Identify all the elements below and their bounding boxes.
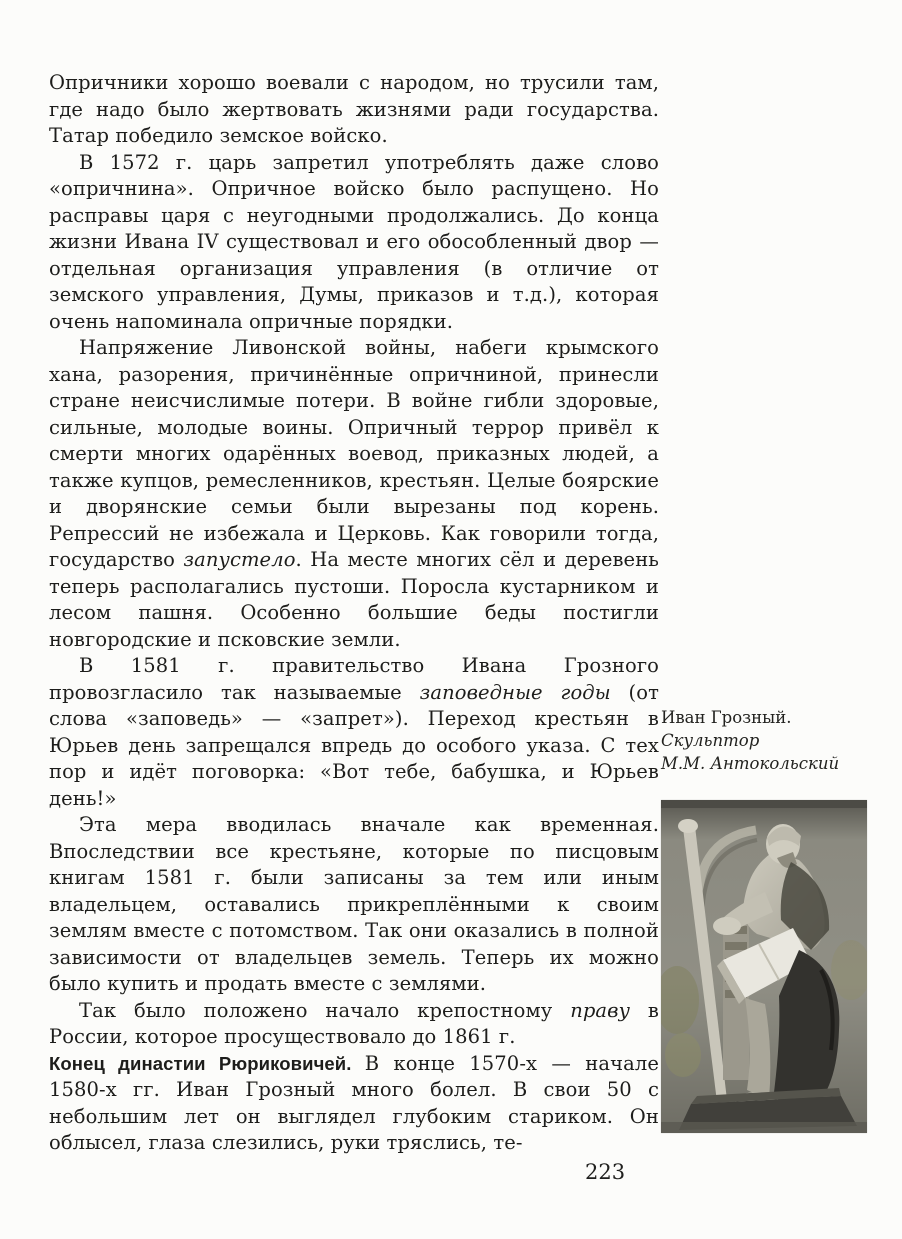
paragraph [49,998,659,1051]
paragraph-run: праву [570,998,631,1022]
sculpture-photo [661,800,867,1133]
paragraph-run: . На месте многих сёл и деревень теперь располагались пустоши. Поросла кустарником и лесом пашня. Особенно большие беды постигли новгородские и псковские земли. [49,548,660,651]
paragraph [49,1051,659,1157]
paragraph-run: В 1572 г. царь запретил употреблять даже слово «опричнина». Опричное войско было распущено. Но расправы царя с неугодными продолжались. До конца жизни Ивана IV существовал и его обособленный двор — отдельная организация управления (в отличие от земского управления, Думы, приказов и т.д.), которая очень напоминала опричные порядки. [49,150,659,333]
paragraph-lead-in: Конец династии Рюриковичей. [49,1052,365,1074]
figure-column [661,706,873,775]
paragraph-run: заповедные годы [419,680,611,704]
paragraph [49,335,659,653]
paragraph-run: Так было положено начало крепостному [79,998,571,1022]
paragraph [49,812,659,998]
paragraph-run: В 1581 г. правительство Ивана Грозного провозгласило так называемые [49,654,659,704]
paragraph-run: в России, которое просуществовало до 1861 г. [49,998,659,1048]
paragraph [49,150,659,336]
paragraph-run: В конце 1570-х — начале 1580-х гг. Иван Грозный много болел. В свои 50 с небольшим лет он выглядел глубоким стариком. Он облысел, глаза слезились, руки тряслись, те- [49,1051,659,1154]
figure-caption [661,706,873,775]
paragraph-run: Опричники хорошо воевали с народом, но трусили там, где надо было жертвовать жизнями ради государства. Татар победило земское войско. [49,71,659,147]
caption-role: Скульптор [661,731,760,750]
body-text [49,70,659,1157]
paragraph-run: запустело [183,548,296,571]
paragraph-run: (от слова «заповедь» — «запрет»). Переход крестьян в Юрьев день запрещался впредь до особого указа. С тех пор и идёт поговорка: «Вот тебе, бабушка, и Юрьев день!» [49,680,659,810]
caption-title: Иван Грозный. [661,708,792,727]
paragraph [49,653,659,812]
paragraph-run: Эта мера вводилась вначале как временная. Впоследствии все крестьяне, которые по писцовым книгам 1581 г. были записаны за тем или иным владельцем, оставались прикреплёнными к своим землям вместе с потомством. Так они оказались в полной зависимости от владельцев земель. Теперь их можно было купить и продать вместе с землями. [49,813,659,995]
sculpture-photo-art [661,800,867,1133]
caption-sculptor-name: М.М. Антокольский [661,754,840,773]
paragraph-run: Напряжение Ливонской войны, набеги крымского хана, разорения, причинённые опричниной, принесли стране неисчислимые потери. В войне гибли здоровые, сильные, молодые воины. Опричный террор привёл к смерти многих одарённых воевод, приказных людей, а также купцов, ремесленников, крестьян. Целые боярские и дворянские семьи были вырезаны под корень. Репрессий не избежала и Церковь. Как говорили тогда, государство [49,336,659,571]
paragraph [49,70,659,150]
page-number: 223 [585,1160,626,1184]
